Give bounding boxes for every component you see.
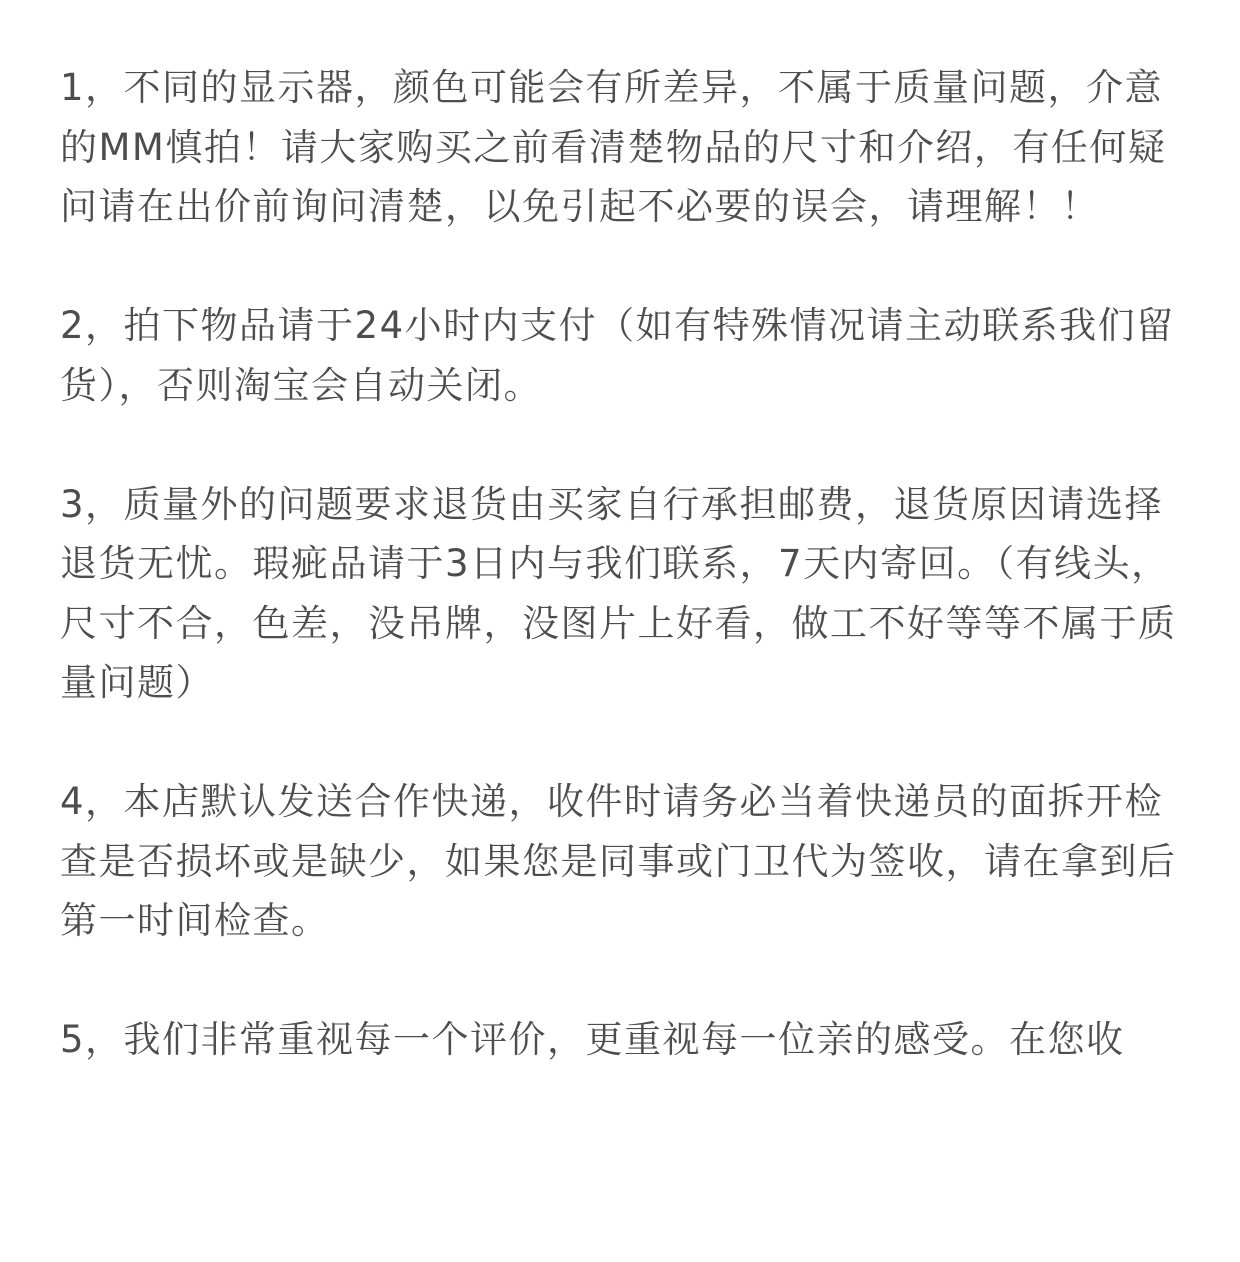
store-policy-notice bbox=[60, 58, 1185, 1095]
notice-item-2: 2，拍下物品请于24小时内支付（如有特殊情况请主动联系我们留货），否则淘宝会自动关闭。 bbox=[60, 304, 1175, 407]
notice-item-5: 5，我们非常重视每一个评价，更重视每一位亲的感受。在您收 bbox=[60, 1018, 1125, 1061]
notice-item-1: 1，不同的显示器，颜色可能会有所差异，不属于质量问题，介意的MM慎拍！请大家购买之前看清楚物品的尺寸和介绍，有任何疑问请在出价前询问清楚，以免引起不必要的误会，请理解！！ bbox=[60, 66, 1167, 228]
notice-item-3: 3，质量外的问题要求退货由买家自行承担邮费，退货原因请选择退货无忧。瑕疵品请于3日内与我们联系，7天内寄回。（有线头，尺寸不合，色差，没吊牌，没图片上好看，做工不好等等不属于质量问题） bbox=[60, 482, 1177, 704]
notice-item-4: 4，本店默认发送合作快递，收件时请务必当着快递员的面拆开检查是否损坏或是缺少，如果您是同事或门卫代为签收，请在拿到后第一时间检查。 bbox=[60, 780, 1177, 942]
